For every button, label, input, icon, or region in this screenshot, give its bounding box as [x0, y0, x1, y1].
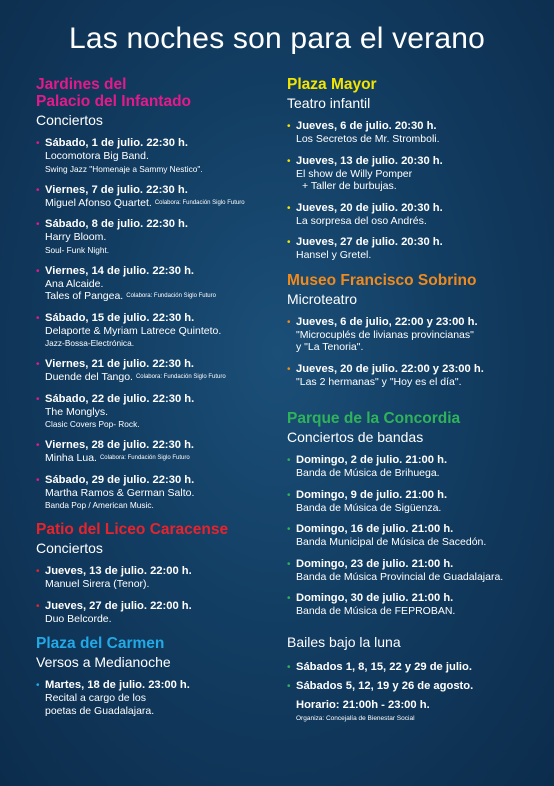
event-performer: Delaporte & Myriam Latrece Quinteto. [45, 324, 222, 337]
section-subtitle: Bailes bajo la luna [287, 633, 401, 650]
event-performer: Locomotora Big Band. [45, 150, 149, 162]
event-item [287, 120, 532, 146]
event-date: Sábado, 22 de julio. 22:30 h. [45, 392, 195, 405]
event-performer: Manuel Sirera (Tenor). [45, 578, 150, 591]
bullet-dot-icon: • [36, 265, 40, 277]
section-concordia [287, 410, 532, 618]
venue-title-liceo: Patio del Liceo Caracense [36, 521, 229, 539]
section-bailes [287, 634, 532, 724]
event-band: Banda de Música de FEPROBAN. [296, 605, 456, 617]
event-band: Banda de Música de Sigüenza. [296, 501, 442, 514]
bullet-dot-icon: • [36, 184, 40, 196]
bullet-dot-icon: • [287, 489, 291, 501]
section-subtitle: Versos a Medianoche [36, 654, 171, 671]
event-item [287, 316, 532, 354]
bullet-dot-icon: • [36, 600, 40, 612]
event-date: Viernes, 28 de julio. 22:30 h. [45, 439, 195, 452]
event-item [287, 489, 532, 515]
section-subtitle: Conciertos de bandas [287, 429, 424, 445]
section-mayor [287, 76, 532, 262]
event-description: Hansel y Gretel. [296, 249, 372, 261]
event-date: Viernes, 14 de julio. 22:30 h. [45, 264, 195, 277]
event-item [36, 218, 276, 256]
bullet-dot-icon: • [287, 661, 291, 673]
event-band: Banda de Música de Brihuega. [296, 467, 440, 479]
left-column [36, 76, 276, 727]
section-jardines [36, 76, 276, 511]
event-collaborator: Colabora: Fundación Siglo Futuro [154, 199, 245, 206]
event-item [287, 155, 532, 193]
bullet-dot-icon: • [287, 680, 291, 692]
event-description: El show de Willy Pomper [296, 167, 413, 180]
bullet-dot-icon: • [287, 363, 291, 375]
event-description: "Las 2 hermanas" y "Hoy es el día". [296, 375, 462, 388]
venue-title-carmen: Plaza del Carmen [36, 635, 165, 653]
bullet-dot-icon: • [36, 138, 40, 149]
event-band: Banda Municipal de Música de Sacedón. [296, 536, 487, 548]
event-date: Domingo, 23 de julio. 21:00 h. [296, 557, 454, 570]
bullet-dot-icon: • [36, 312, 40, 324]
section-carmen [36, 635, 276, 717]
section-subtitle: Conciertos [36, 112, 103, 128]
event-description: poetas de Guadalajara. [45, 704, 155, 717]
event-date: Viernes, 21 de julio. 22:30 h. [45, 358, 195, 371]
bullet-dot-icon: • [287, 121, 291, 132]
event-item [36, 679, 276, 717]
bullet-dot-icon: • [287, 593, 291, 604]
event-date: Jueves, 6 de julio. 20:30 h. [296, 120, 437, 132]
event-item [36, 565, 276, 591]
venue-title-line1: Jardines del [36, 76, 127, 93]
bullet-dot-icon: • [36, 359, 40, 371]
event-item [36, 184, 276, 210]
event-item [287, 661, 532, 674]
event-collaborator: Colabora: Fundación Siglo Futuro [135, 374, 226, 381]
venue-title-jardines [36, 76, 276, 110]
bullet-dot-icon: • [36, 566, 40, 578]
event-date: Sábados 5, 12, 19 y 26 de agosto. [296, 679, 474, 692]
event-description: Recital a cargo de los [45, 692, 146, 705]
event-performer: Miguel Afonso Quartet. [45, 196, 152, 209]
event-date: Jueves, 20 de julio. 20:30 h. [296, 201, 443, 214]
event-description: Los Secretos de Mr. Stromboli. [296, 133, 440, 145]
event-date: Jueves, 27 de julio. 20:30 h. [296, 236, 443, 248]
event-item [287, 363, 532, 389]
event-description: y "La Tenoria". [296, 341, 364, 353]
bullet-dot-icon: • [36, 219, 40, 231]
event-date: Martes, 18 de julio. 23:00 h. [45, 679, 190, 692]
page-title: Las noches son para el verano [68, 22, 486, 55]
bullet-dot-icon: • [287, 202, 291, 214]
event-date: Viernes, 7 de julio. 22:30 h. [45, 183, 188, 196]
bullet-dot-icon: • [287, 455, 291, 466]
section-liceo [36, 521, 276, 625]
event-description: La sorpresa del oso Andrés. [296, 214, 427, 227]
event-item [36, 393, 276, 431]
event-genre: Tales of Pangea. [45, 290, 124, 303]
bullet-dot-icon: • [36, 474, 40, 486]
event-date: Sábados 1, 8, 15, 22 y 29 de julio. [296, 660, 472, 673]
venue-title-mayor: Plaza Mayor [287, 76, 377, 93]
event-description: "Microcuplés de livianas provincianas" [296, 328, 474, 341]
bullet-dot-icon: • [36, 393, 40, 405]
event-date: Jueves, 27 de julio. 22:00 h. [45, 599, 192, 612]
event-performer: Ana Alcaide. [45, 277, 104, 290]
section-subtitle: Teatro infantil [287, 95, 371, 111]
section-subtitle: Microteatro [287, 290, 358, 307]
event-performer: Minha Lua. [45, 452, 97, 465]
bullet-dot-icon: • [36, 680, 40, 692]
event-item [287, 558, 532, 584]
event-collaborator: Colabora: Fundación Siglo Futuro [99, 455, 190, 462]
section-subtitle: Conciertos [36, 540, 103, 557]
event-genre-row [45, 290, 276, 303]
event-item [287, 236, 532, 262]
event-item [36, 600, 276, 626]
event-item [36, 265, 276, 303]
event-collaborator: Colabora: Fundación Siglo Futuro [126, 293, 216, 300]
bullet-dot-icon: • [287, 237, 291, 248]
event-date: Sábado, 29 de julio. 22:30 h. [45, 473, 195, 486]
event-description: + Taller de burbujas. [302, 180, 397, 192]
event-performer-row [45, 371, 276, 384]
event-date: Sábado, 15 de julio. 22:30 h. [45, 311, 195, 324]
venue-title-museo: Museo Francisco Sobrino [287, 271, 477, 289]
bullet-dot-icon: • [287, 524, 291, 535]
event-date: Sábado, 8 de julio. 22:30 h. [45, 218, 188, 231]
event-item [36, 137, 276, 175]
event-performer-row [45, 452, 276, 465]
right-column [287, 76, 532, 734]
event-item [36, 312, 276, 350]
event-date: Domingo, 2 de julio. 21:00 h. [296, 454, 448, 466]
venue-title-concordia: Parque de la Concordia [287, 410, 461, 427]
event-item [36, 358, 276, 384]
event-date: Jueves, 13 de julio. 20:30 h. [296, 154, 443, 167]
event-date: Domingo, 9 de julio. 21:00 h. [296, 488, 448, 501]
event-genre: Soul- Funk Night. [45, 244, 110, 255]
event-item [36, 439, 276, 465]
venue-title-line2: Palacio del Infantado [36, 93, 192, 110]
event-genre: Jazz-Bossa-Electrónica. [45, 338, 134, 349]
event-performer-row [45, 197, 276, 210]
bullet-dot-icon: • [287, 316, 291, 328]
event-date: Domingo, 30 de julio. 21:00 h. [296, 592, 454, 604]
event-item [287, 592, 532, 618]
schedule-hours: Horario: 21:00h - 23:00 h. [296, 698, 430, 711]
event-band: Banda de Música Provincial de Guadalajara. [296, 570, 504, 583]
event-performer: The Monglys. [45, 405, 109, 418]
event-date: Domingo, 16 de julio. 21:00 h. [296, 523, 454, 535]
event-performer: Harry Bloom. [45, 231, 107, 244]
section-museo [287, 272, 532, 389]
event-date: Sábado, 1 de julio. 22:30 h. [45, 137, 188, 149]
event-item [287, 454, 532, 480]
event-performer: Duende del Tango. [45, 371, 133, 384]
event-item [287, 202, 532, 228]
event-item [36, 474, 276, 512]
event-genre: Clasic Covers Pop- Rock. [45, 419, 140, 430]
bullet-dot-icon: • [36, 440, 40, 452]
event-genre: Swing Jazz "Homenaje a Sammy Nestico". [45, 163, 203, 174]
event-performer: Duo Belcorde. [45, 612, 112, 625]
event-date: Jueves, 20 de julio. 22:00 y 23:00 h. [296, 362, 484, 375]
event-item [287, 680, 532, 693]
bullet-dot-icon: • [287, 558, 291, 570]
event-date: Jueves, 13 de julio. 22:00 h. [45, 565, 192, 578]
event-performer: Martha Ramos & German Salto. [45, 486, 195, 499]
organizer-note: Organiza: Concejalía de Bienestar Social [296, 714, 415, 722]
event-date: Jueves, 6 de julio, 22:00 y 23:00 h. [296, 315, 478, 328]
event-genre: Banda Pop / American Music. [45, 500, 154, 511]
bullet-dot-icon: • [287, 155, 291, 167]
event-item [287, 523, 532, 549]
